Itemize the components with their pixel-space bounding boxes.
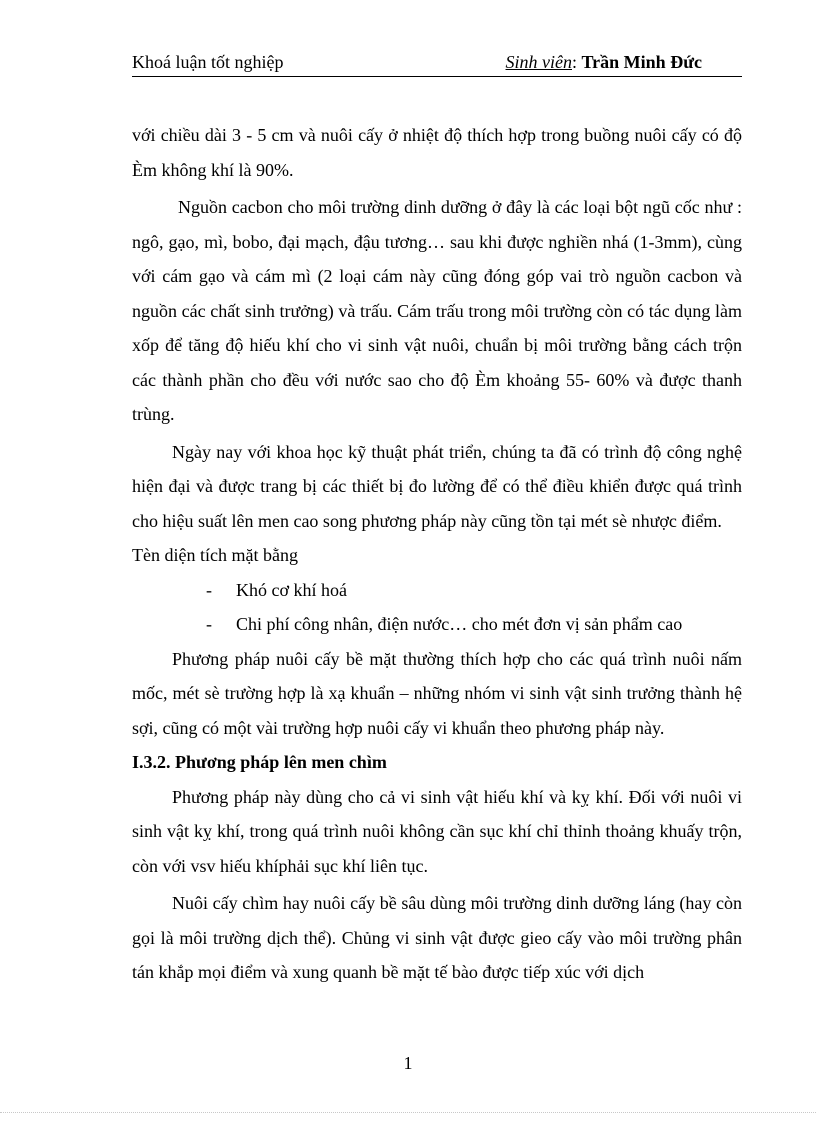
- paragraph-5: Phương pháp nuôi cấy bề mặt thường thích hợp cho các quá trình nuôi nấm mốc, mét sè trường hợp là xạ khuẩn – những nhóm vi sinh vật sinh trưởng thành hệ sợi, cũng có một vài trường hợp nuôi cấy vi khuẩn theo phương pháp này.: [132, 648, 742, 738]
- page-bottom-divider: [0, 1112, 816, 1113]
- page-header: [132, 50, 742, 77]
- student-info: [506, 52, 702, 73]
- list-item-text: Khó cơ khí hoá: [236, 579, 347, 600]
- paragraph-6: Phương pháp này dùng cho cả vi sinh vật hiếu khí và kỵ khí. Đối với nuôi vi sinh vật kỵ khí, trong quá trình nuôi không cần sục khí chỉ thỉnh thoảng khuấy trộn, còn với vsv hiếu khíphải sục khí liên tục.: [132, 786, 742, 876]
- section-heading: I.3.2. Phương pháp lên men chìm: [132, 752, 387, 772]
- list-item: [132, 573, 742, 608]
- page-number: 1: [403, 1053, 413, 1073]
- list-item: [132, 607, 742, 642]
- thesis-label: Khoá luận tốt nghiệp: [132, 52, 284, 72]
- list-dash: -: [206, 579, 212, 600]
- paragraph-2: Nguồn cacbon cho môi trường dinh dưỡng ở đây là các loại bột ngũ cốc như : ngô, gạo, mì, bobo, đại mạch, đậu tương… sau khi được nghiền nhá (1-3mm), cùng với cám gạo và cám mì (2 loại cám này cũng đóng góp vai trò nguồn cacbon và nguồn các chất sinh trưởng) và trấu. Cám trấu trong môi trường còn có tác dụng làm xốp để tăng độ hiếu khí cho vi sinh vật nuôi, chuẩn bị môi trường bằng cách trộn các thành phần cho đều với nước sao cho độ Èm khoảng 55- 60% và được thanh trùng.: [132, 197, 742, 424]
- list-dash: -: [206, 614, 212, 634]
- paragraph-4: Tèn diện tích mặt bằng: [132, 545, 298, 565]
- list-item-text: Chi phí công nhân, điện nước… cho mét đơn vị sản phẩm cao: [236, 614, 683, 634]
- student-label: Sinh viên: [505, 52, 572, 72]
- paragraph-1: với chiều dài 3 - 5 cm và nuôi cấy ở nhiệt độ thích hợp trong buồng nuôi cấy có độ Èm không khí là 90%.: [132, 125, 742, 180]
- paragraph-3: Ngày nay với khoa học kỹ thuật phát triển, chúng ta đã có trình độ công nghệ hiện đại và được trang bị các thiết bị đo lường để có thể điều khiển được quá trình cho hiệu suất lên men cao song phương pháp này cũng tồn tại mét sè nhược điểm.: [132, 441, 742, 531]
- paragraph-7: Nuôi cấy chìm hay nuôi cấy bề sâu dùng môi trường dinh dưỡng láng (hay còn gọi là môi trường dịch thể). Chủng vi sinh vật được gieo cấy vào môi trường phân tán khắp mọi điểm và xung quanh bề mặt tế bào được tiếp xúc với dịch: [132, 893, 742, 982]
- page-body: [132, 118, 742, 990]
- student-colon: :: [572, 52, 578, 72]
- student-name: Trần Minh Đức: [581, 52, 702, 72]
